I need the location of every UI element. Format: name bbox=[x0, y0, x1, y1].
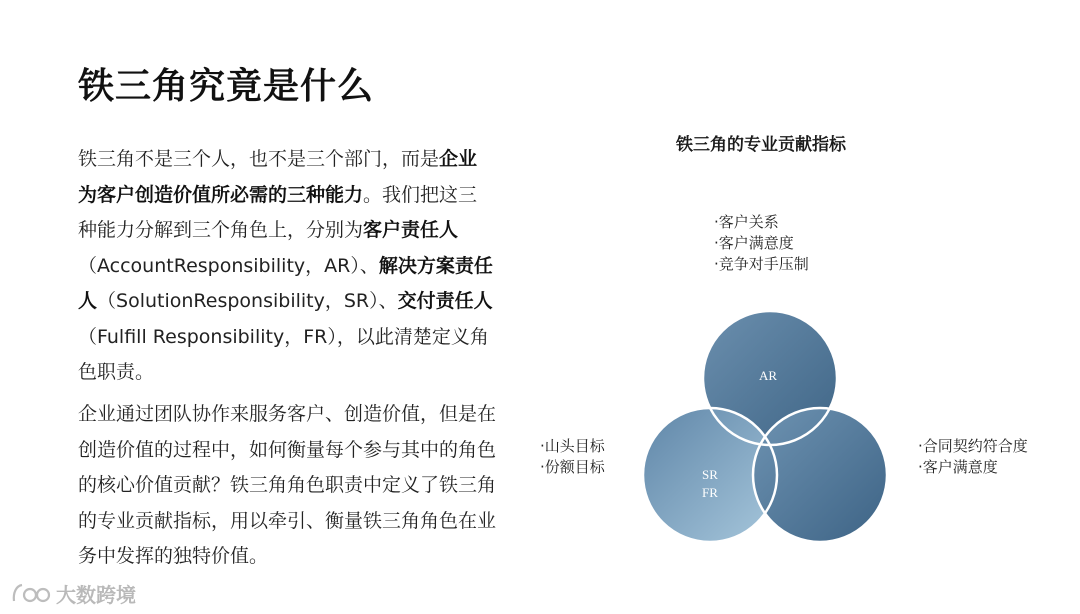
diagram-title: 铁三角的专业贡献指标 bbox=[676, 135, 846, 155]
ar-metric-item: · 客户满意度 bbox=[714, 233, 809, 254]
fr-metrics-list bbox=[918, 436, 1028, 478]
watermark bbox=[10, 579, 136, 608]
intro-text-1: 铁三角不是三个人，也不是三个部门，而是 bbox=[78, 148, 440, 170]
intro-text-3: （AccountResponsibility，AR）、 bbox=[78, 254, 379, 277]
intro-paragraph bbox=[78, 142, 496, 391]
ar-metric-item: · 客户关系 bbox=[714, 212, 809, 233]
intro-text-5: （Fulfill Responsibility，FR），以此清楚定义角色职责。 bbox=[78, 325, 489, 383]
watermark-logo-icon bbox=[10, 581, 52, 607]
watermark-text: 大数跨境 bbox=[56, 583, 136, 607]
intro-bold-fr-role: 交付责任人 bbox=[397, 290, 493, 312]
fr-metric-item: · 客户满意度 bbox=[918, 457, 1028, 478]
sr-metric-item: · 份额目标 bbox=[540, 457, 605, 478]
intro-text-4: （SolutionResponsibility，SR）、 bbox=[97, 290, 398, 312]
sr-metrics-list bbox=[540, 436, 605, 478]
value-paragraph: 企业通过团队协作来服务客户、创造价值，但是在创造价值的过程中，如何衡量每个参与其中的角色的核心价值贡献？铁三角角色职责中定义了铁三角的专业贡献指标，用以牵引、衡量铁三角角色在业务中发挥的独特价值。 bbox=[78, 403, 497, 567]
ar-metric-item: · 竞争对手压制 bbox=[714, 254, 809, 275]
intro-bold-sr-role: 解决方案责任人 bbox=[78, 254, 493, 312]
intro-bold-capabilities: 企业为客户创造价值所必需的三种能力 bbox=[78, 148, 478, 206]
intro-text-2: 。我们把这三种能力分解到三个角色上，分别为 bbox=[78, 183, 478, 241]
fr-metric-item: · 合同契约符合度 bbox=[918, 436, 1028, 457]
ar-metrics-list bbox=[714, 212, 809, 275]
sr-circle-label: SR bbox=[702, 467, 718, 482]
ar-circle-label: AR bbox=[758, 368, 778, 383]
intro-bold-ar-role: 客户责任人 bbox=[363, 219, 459, 241]
venn-diagram bbox=[640, 308, 902, 548]
fr-circle-label: FR bbox=[702, 485, 718, 500]
slide-title: 铁三角究竟是什么 bbox=[78, 66, 375, 107]
sr-metric-item: · 山头目标 bbox=[540, 436, 605, 457]
